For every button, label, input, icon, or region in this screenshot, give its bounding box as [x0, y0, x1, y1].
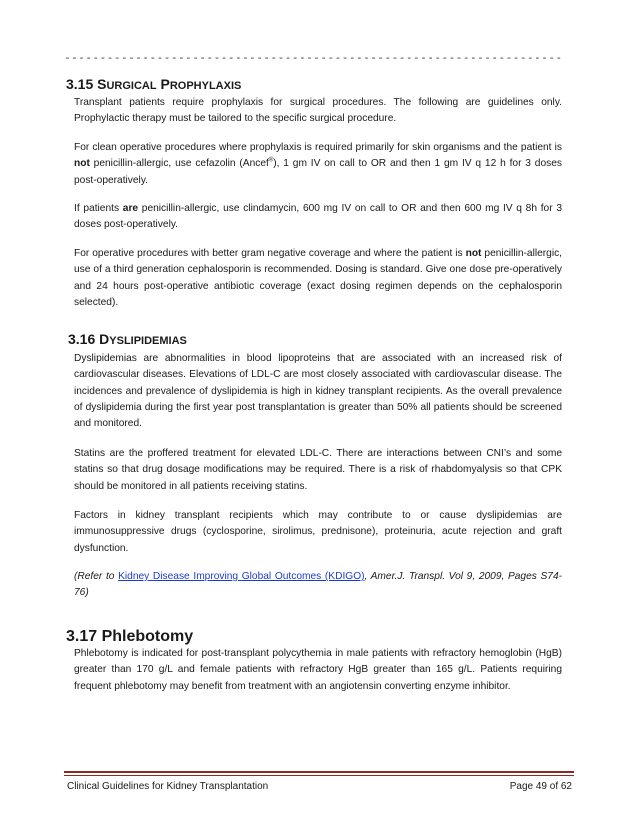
- paragraph-315-cephalosporin: For operative procedures with better gram negative coverage and where the patient is not penicillin-allergic, use of a third generation cephalosporin is recommended. Dosing is standard. Give one dose pre-operatively and 24 hours post-operative antibiotic coverage (exact dosing regimen depends on the cephalosporin selected).: [74, 248, 563, 308]
- paragraph-315-cefazolin: For clean operative procedures where prophylaxis is required primarily for skin organisms and the patient is not penicillin-allergic, use cefazolin (Ancef®), 1 gm IV on call to OR and then 1 gm IV q 12 h for 3 doses post-operatively.: [74, 142, 562, 186]
- footer-rule-thin: [64, 775, 574, 776]
- paragraph-316-intro: Dyslipidemias are abnormalities in blood lipoproteins that are associated with an increased risk of cardiovascular diseases. Elevations of LDL-C are most closely associated with cardiovascular disease. The incidences and prevalence of dyslipidemia is high in kidney transplant recipients. As the overall prevalence of dyslipidemia during the first year post transplantation is greater than 50% all patients should be screened and monitored.: [74, 353, 562, 430]
- paragraph-315-clindamycin: If patients are penicillin-allergic, use clindamycin, 600 mg IV on call to OR and then 600 mg IV q 8h for 3 doses post-operatively.: [74, 203, 562, 231]
- section-heading-3-17: 3.17 Phlebotomy: [66, 628, 194, 645]
- paragraph-315-intro: Transplant patients require prophylaxis for surgical procedures. The following are guidelines only. Prophylactic therapy must be tailored to the specific surgical procedure.: [74, 97, 562, 125]
- header-separator: ----------------------------------------------------------------------: [64, 52, 563, 64]
- paragraph-316-statins: Statins are the proffered treatment for elevated LDL-C. There are interactions between CNI’s and some statins so that drug dosage modifications may be required. There is a risk of rhabdomyalysis so that CPK should be monitored in all patients receiving statins.: [74, 448, 562, 492]
- paragraph-316-factors: Factors in kidney transplant recipients which may contribute to or cause dyslipidemias are immunosuppressive drugs (cyclosporine, sirolimus, prednisone), proteinuria, acute rejection and graft dysfunction.: [74, 510, 562, 554]
- paragraph-316-reference: (Refer to Kidney Disease Improving Global Outcomes (KDIGO), Amer.J. Transpl. Vol 9, 2009, Pages S74-76): [74, 571, 563, 599]
- section-heading-3-15: 3.15 SURGICAL PROPHYLAXIS: [66, 76, 242, 92]
- footer-document-title: Clinical Guidelines for Kidney Transplantation: [67, 781, 269, 792]
- paragraph-317-phlebotomy: Phlebotomy is indicated for post-transplant polycythemia in male patients with refractory hemoglobin (HgB) greater than 170 g/L and female patients with refractory HgB greater than 165 g/L. Patients requiring frequent phlebotomy may benefit from treatment with an angiotensin converting enzyme inhibitor.: [74, 648, 562, 692]
- footer-page-number: Page 49 of 62: [509, 781, 572, 792]
- footer-rule: [64, 771, 574, 773]
- section-heading-3-16: 3.16 DYSLIPIDEMIAS: [68, 331, 187, 347]
- kdigo-link[interactable]: Kidney Disease Improving Global Outcomes (KDIGO): [118, 571, 365, 582]
